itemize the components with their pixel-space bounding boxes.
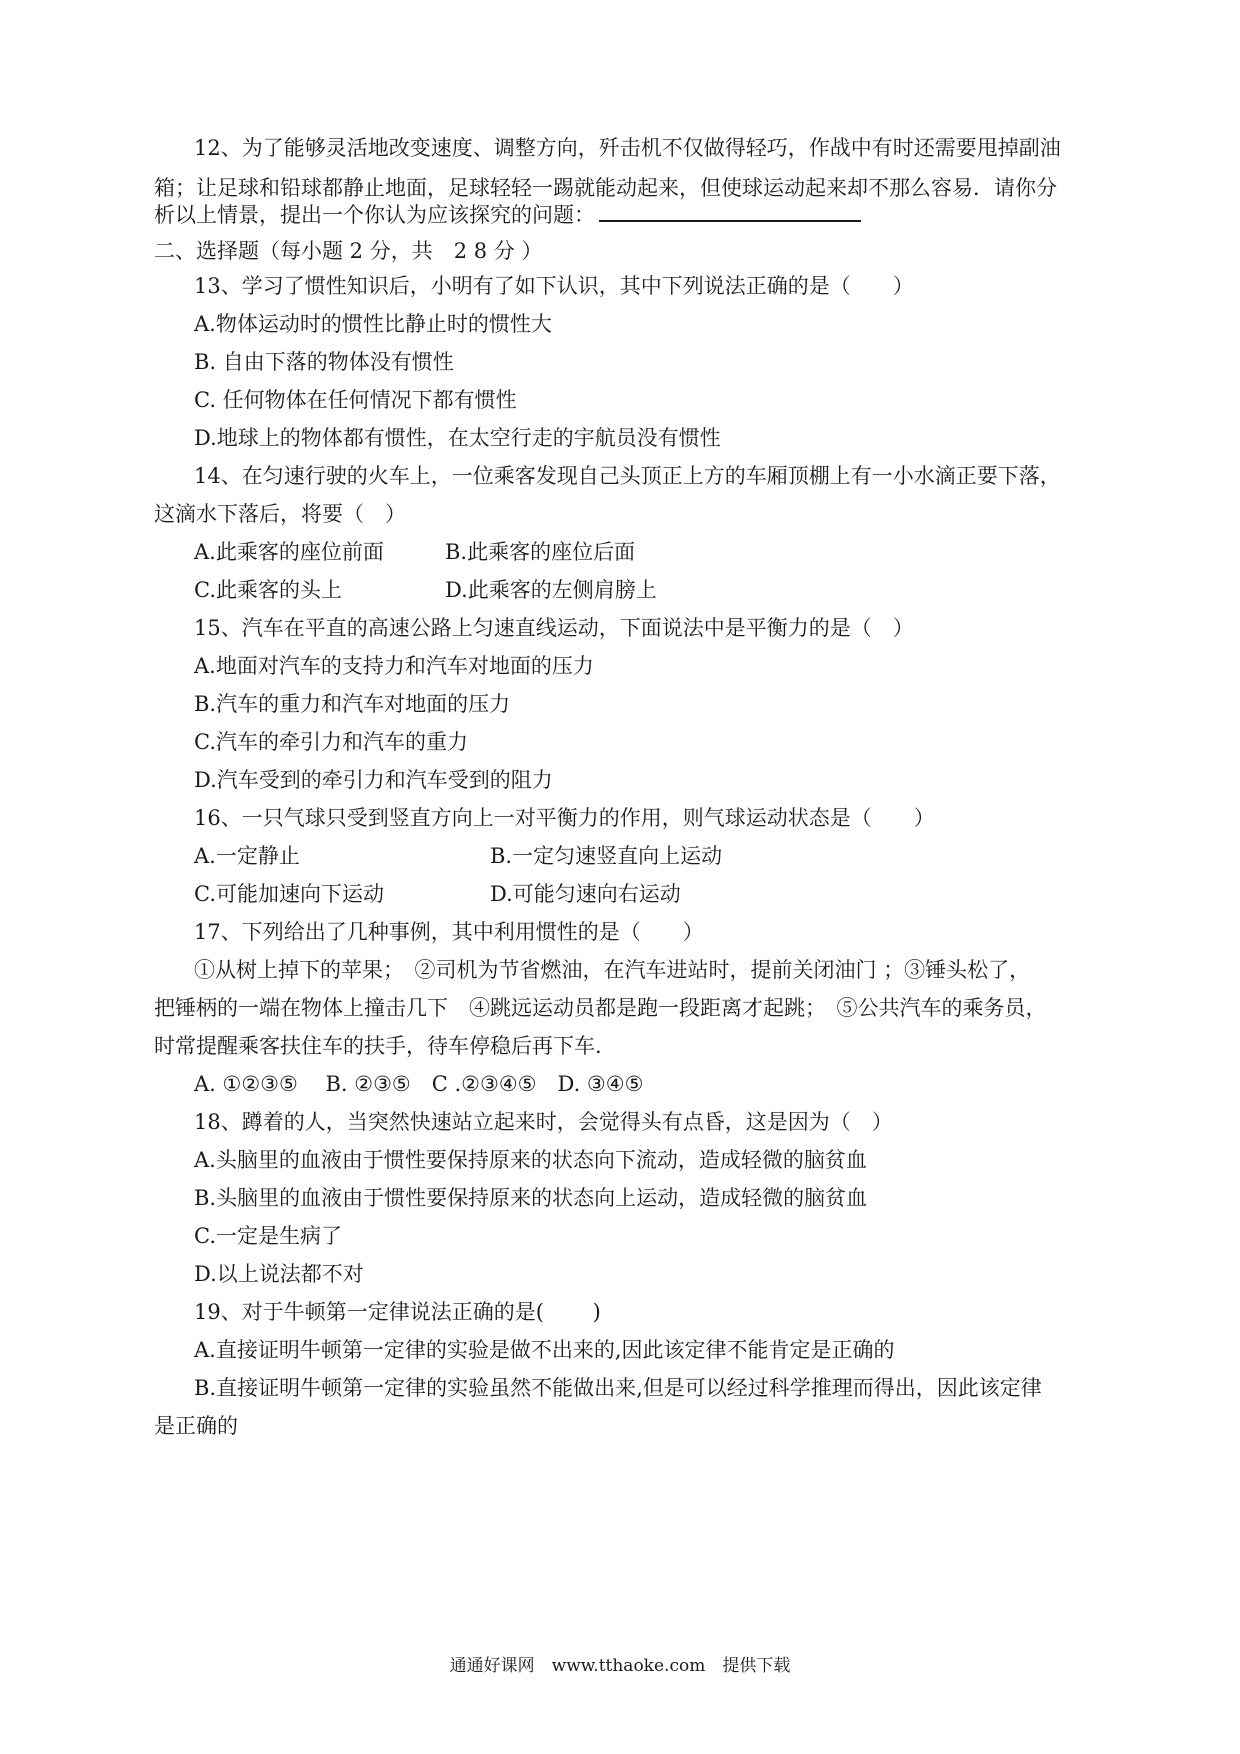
q14-option-a: A.此乘客的座位前面 xyxy=(194,540,384,564)
q12-line-3-text: 析以上情景，提出一个你认为应该探究的问题： xyxy=(154,203,595,227)
q13-option-c: C. 任何物体在任何情况下都有惯性 xyxy=(194,388,517,412)
q18-option-b: B.头脑里的血液由于惯性要保持原来的状态向上运动，造成轻微的脑贫血 xyxy=(194,1186,868,1210)
answer-blank xyxy=(599,198,861,222)
q18-option-d: D.以上说法都不对 xyxy=(194,1262,364,1286)
q12-line-3 xyxy=(154,198,861,228)
q14-line-1: 14、在匀速行驶的火车上，一位乘客发现自己头顶正上方的车厢顶棚上有一小水滴正要下落， xyxy=(194,464,1061,488)
q19-option-a: A.直接证明牛顿第一定律的实验是做不出来的,因此该定律不能肯定是正确的 xyxy=(194,1338,895,1362)
q16-option-a: A.一定静止 xyxy=(194,844,300,868)
q16-option-d: D.可能匀速向右运动 xyxy=(490,882,681,906)
q15-stem: 15、汽车在平直的高速公路上匀速直线运动，下面说法中是平衡力的是（ ） xyxy=(194,616,914,640)
q17-line-3: 时常提醒乘客扶住车的扶手，待车停稳后再下车. xyxy=(154,1034,602,1058)
q17-line-2: 把锤柄的一端在物体上撞击几下 ④跳远运动员都是跑一段距离才起跳； ⑤公共汽车的乘务员， xyxy=(154,996,1047,1020)
q16-option-c: C.可能加速向下运动 xyxy=(194,882,384,906)
q14-line-2: 这滴水下落后，将要（ ） xyxy=(154,502,406,526)
q18-stem: 18、蹲着的人，当突然快速站立起来时，会觉得头有点昏，这是因为（ ） xyxy=(194,1110,893,1134)
q12-line-1: 12、为了能够灵活地改变速度、调整方向，歼击机不仅做得轻巧，作战中有时还需要甩掉副油 xyxy=(194,136,1061,160)
q16-stem: 16、一只气球只受到竖直方向上一对平衡力的作用，则气球运动状态是（ ） xyxy=(194,806,935,830)
q12-line-2: 箱；让足球和铅球都静止地面，足球轻轻一踢就能动起来，但使球运动起来却不那么容易．请你分 xyxy=(154,176,1057,200)
q18-option-c: C.一定是生病了 xyxy=(194,1224,342,1248)
q16-option-b: B.一定匀速竖直向上运动 xyxy=(490,844,723,868)
q13-option-a: A.物体运动时的惯性比静止时的惯性大 xyxy=(194,312,552,336)
q17-line-1: ①从树上掉下的苹果； ②司机为节省燃油，在汽车进站时，提前关闭油门 ；③锤头松了， xyxy=(194,958,1031,982)
q14-option-b: B.此乘客的座位后面 xyxy=(445,540,636,564)
q15-option-c: C.汽车的牵引力和汽车的重力 xyxy=(194,730,468,754)
q13-option-b: B. 自由下落的物体没有惯性 xyxy=(194,350,454,374)
q18-option-a: A.头脑里的血液由于惯性要保持原来的状态向下流动，造成轻微的脑贫血 xyxy=(194,1148,867,1172)
q17-stem: 17、下列给出了几种事例，其中利用惯性的是（ ） xyxy=(194,920,704,944)
q14-option-d: D.此乘客的左侧肩膀上 xyxy=(445,578,657,602)
q15-option-a: A.地面对汽车的支持力和汽车对地面的压力 xyxy=(194,654,594,678)
q14-option-c: C.此乘客的头上 xyxy=(194,578,342,602)
q15-option-b: B.汽车的重力和汽车对地面的压力 xyxy=(194,692,511,716)
q19-stem: 19、对于牛顿第一定律说法正确的是( ) xyxy=(194,1300,601,1324)
q15-option-d: D.汽车受到的牵引力和汽车受到的阻力 xyxy=(194,768,553,792)
q13-stem: 13、学习了惯性知识后，小明有了如下认识，其中下列说法正确的是（ ） xyxy=(194,274,914,298)
q19-option-b-line-2: 是正确的 xyxy=(154,1414,238,1438)
q13-option-d: D.地球上的物体都有惯性，在太空行走的宇航员没有惯性 xyxy=(194,426,721,450)
q19-option-b-line-1: B.直接证明牛顿第一定律的实验虽然不能做出来,但是可以经过科学推理而得出，因此该定律 xyxy=(194,1376,1042,1400)
page-footer: 通通好课网 www.tthaoke.com 提供下载 xyxy=(449,1656,791,1676)
section-heading-choice: 二、选择题（每小题 2 分，共 2 8 分 ） xyxy=(154,239,543,263)
q17-options: A. ①②③⑤ B. ②③⑤ C .②③④⑤ D. ③④⑤ xyxy=(194,1072,644,1096)
